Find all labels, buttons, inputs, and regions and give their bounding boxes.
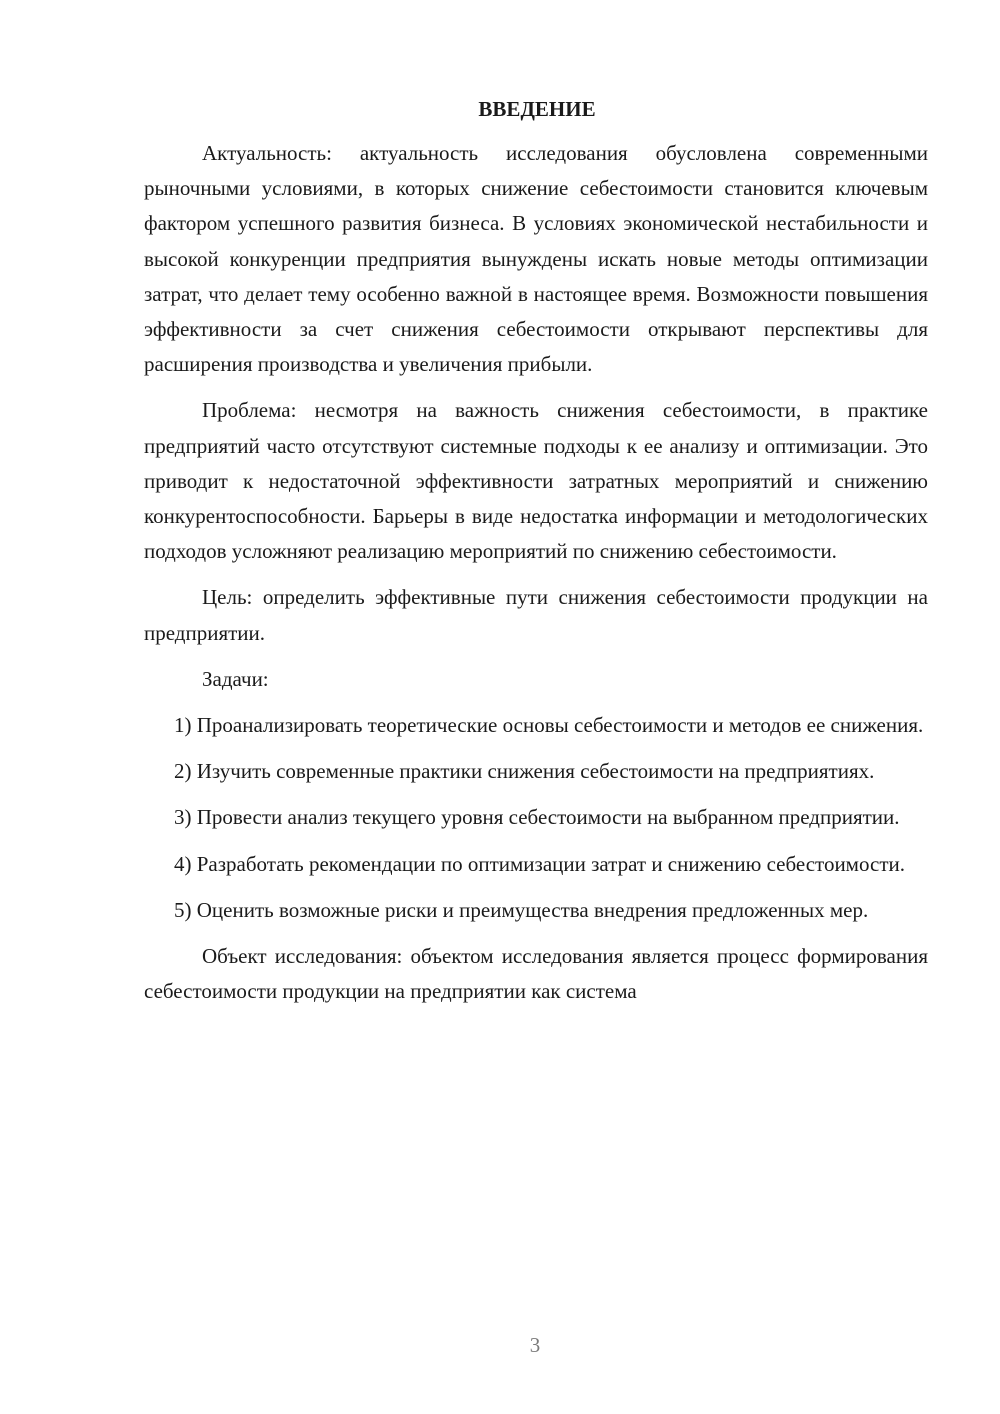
task-item: 5) Оценить возможные риски и преимущества внедрения предложенных мер. [174,897,869,922]
paragraph-problem: Проблема: несмотря на важность снижения себестоимости, в практике предприятий часто отсутствуют системные подходы к ее анализу и оптимизации. Это приводит к недостаточной эффективности затратных мероприятий и снижению конкурентоспособности. Барьеры в виде недостатка информации и методологических подходов усложняют реализацию мероприятий по снижению себестоимости. [144,398,928,564]
task-item: 4) Разработать рекомендации по оптимизации затрат и снижению себестоимости. [174,851,905,876]
task-item: 2) Изучить современные практики снижения себестоимости на предприятиях. [174,759,875,784]
tasks-heading: Задачи: [202,666,269,691]
task-item: 1) Проанализировать теоретические основы себестоимости и методов ее снижения. [174,713,924,738]
paragraph-relevance: Актуальность: актуальность исследования обусловлена современными рыночными условиями, в которых снижение себестоимости становится ключевым фактором успешного развития бизнеса. В условиях экономической нестабильности и высокой конкуренции предприятия вынуждены искать новые методы оптимизации затрат, что делает тему особенно важной в настоящее время. Возможности повышения эффективности за счет снижения себестоимости открывают перспективы для расширения производства и увеличения прибыли. [144,141,928,377]
paragraph-object: Объект исследования: объектом исследования является процесс формирования себестоимости продукции на предприятии как система [144,944,928,1004]
paragraph-goal: Цель: определить эффективные пути снижения себестоимости продукции на предприятии. [144,585,928,645]
page-content [144,92,928,1009]
section-title: ВВЕДЕНИЕ [478,97,596,121]
page-number: 3 [529,1333,541,1357]
task-item: 3) Провести анализ текущего уровня себестоимости на выбранном предприятии. [174,805,900,830]
